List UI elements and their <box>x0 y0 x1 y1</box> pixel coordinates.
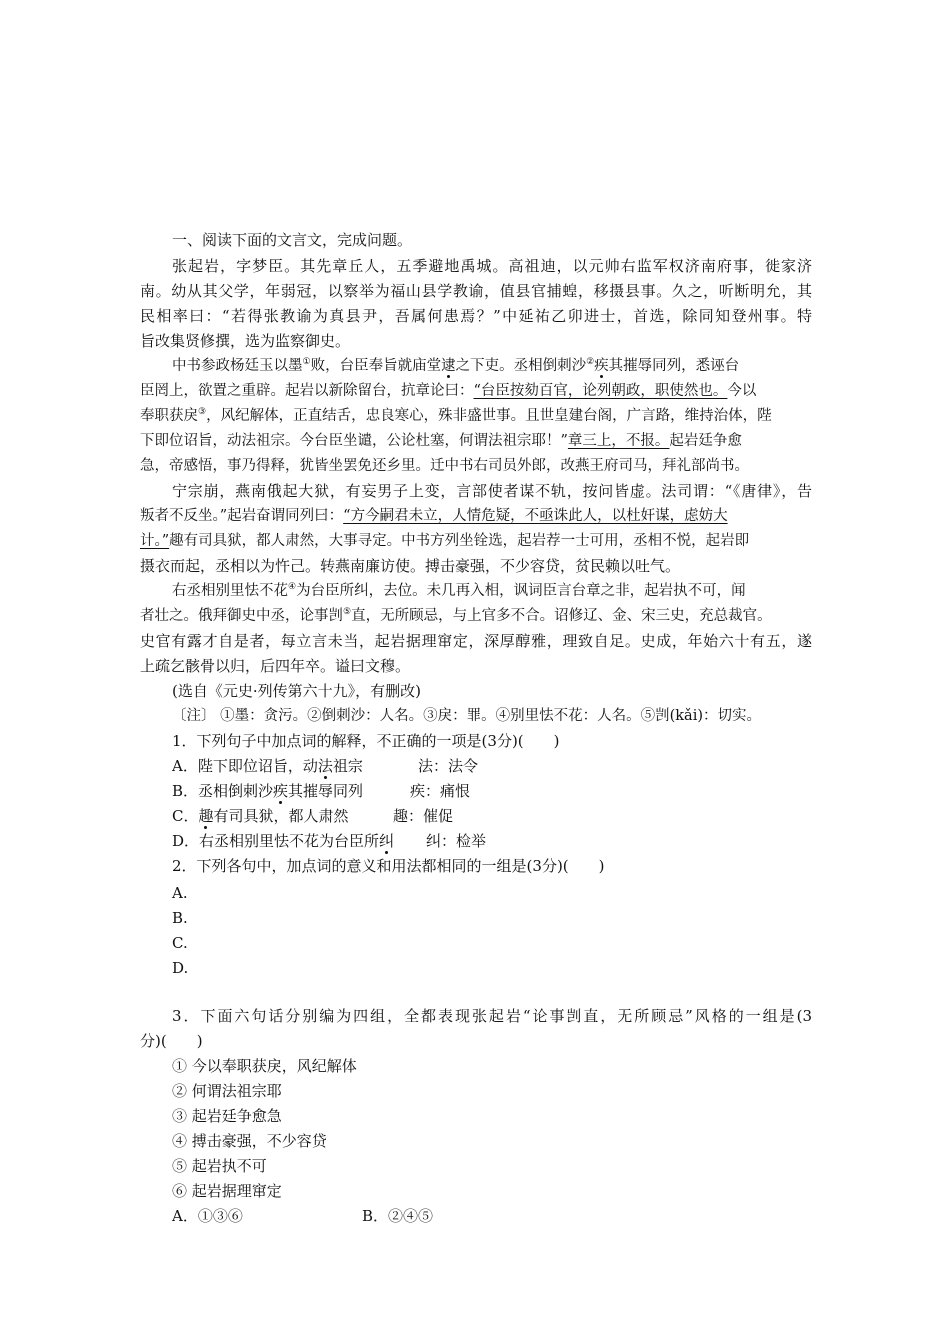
section-heading: 一、阅读下面的文言文，完成问题。 <box>172 231 413 249</box>
q2-option: D. <box>172 959 189 977</box>
q2-option: A. <box>172 884 188 902</box>
footnotes: 〔注〕 ①墨：贪污。②倒刺沙：人名。③戾：罪。④别里怯不花：人名。⑤剀(kǎi)：切实。 <box>172 708 761 724</box>
dotted-word: 纠 <box>379 832 395 850</box>
q3-option-a: A．①③⑥ <box>172 1207 243 1225</box>
q2-option: B. <box>172 909 188 927</box>
text-span: 其摧辱同列，悉诬台 <box>608 358 740 374</box>
text-span: 趣有司具狱，都人肃然，大事寻定。中书方列坐铨选，起岩荐一士可用，丞相不悦，起岩即 <box>169 533 750 549</box>
dotted-word: 趣 <box>198 807 214 825</box>
footnote-marker: ⑤ <box>343 607 352 617</box>
passage-line: 宁宗崩，燕南俄起大狱，有妄男子上变，言部使者谋不轨，按问皆虚。法司谓：“《唐律》，告 <box>172 482 812 500</box>
text-span: B．丞相倒刺沙 <box>172 782 274 800</box>
text-span: 今以 <box>727 383 757 399</box>
passage-line <box>172 580 746 602</box>
q2-option: C. <box>172 934 188 952</box>
passage-line: 南。幼从其父学，年弱冠，以察举为福山县学教谕，值县官捕蝗，移摄县事。久之，听断明允，其 <box>140 282 812 300</box>
dotted-word: 疾 <box>273 782 289 800</box>
passage-line: 急，帝感悟，事乃得释，犹皆坐罢免还乡里。迁中书右司员外郎，改燕王府司马，拜礼部尚书。 <box>140 458 749 474</box>
passage-line <box>140 605 772 627</box>
text-span: 祖宗 <box>332 757 363 775</box>
text-span: ，风纪解体，正直结舌，忠良寒心，殊非盛世事。且世皇建台阁，广言路，维持治体，陛 <box>206 408 772 424</box>
dotted-word: 法 <box>317 757 333 775</box>
q3-item: ③ 起岩廷争愈急 <box>172 1107 282 1125</box>
text-span: 直，无所顾忌，与上官多不合。诏修辽、金、宋三史，充总裁官。 <box>351 608 772 624</box>
text-span: D．右丞相别里怯不花为台臣所 <box>172 832 380 850</box>
text-span: 其摧辱同列 <box>288 782 364 800</box>
footnote-marker: ③ <box>198 407 207 417</box>
q1-gloss-a: 法：法令 <box>418 757 479 775</box>
question-2-stem: 2．下列各句中，加点词的意义和用法都相同的一组是(3分)( ) <box>172 857 605 875</box>
text-span: 右丞相别里怯不花 <box>172 583 288 599</box>
q3-item: ② 何谓法祖宗耶 <box>172 1082 282 1100</box>
underlined-sentence: “台臣按劾百官，论列朝政，职使然也。 <box>473 383 728 399</box>
text-span: 起岩廷争愈 <box>669 433 742 449</box>
footnote-marker: ① <box>302 357 311 367</box>
text-span: 叛者不反坐。”起岩奋谓同列曰： <box>140 508 344 524</box>
passage-line: 摄衣而起，丞相以为忤己。转燕南廉访使。搏击豪强，不少容贷，贫民赖以吐气。 <box>140 557 681 575</box>
q1-gloss-d: 纠：检举 <box>426 832 487 850</box>
text-span: 奉职获戾 <box>140 408 198 424</box>
footnote-marker: ④ <box>288 582 297 592</box>
q1-gloss-b: 疾：痛恨 <box>410 782 471 800</box>
passage-line: 旨改集贤修撰，选为监察御史。 <box>140 332 351 350</box>
underlined-sentence: 计。” <box>140 533 170 549</box>
text-span: C． <box>172 807 199 825</box>
passage-line: 张起岩，字梦臣。其先章丘人，五季避地禹城。高祖迪，以元帅右监军权济南府事，徙家济 <box>172 257 812 275</box>
text-span: 中书参政杨廷玉以墨 <box>172 358 303 374</box>
passage-line <box>140 430 742 452</box>
footnote-marker: ② <box>586 357 595 367</box>
q1-gloss-c: 趣：催促 <box>393 807 454 825</box>
passage-line: 史官有露才自是者，每立言未当，起岩据理窜定，深厚醇雅，理致自足。史成，年始六十有五，遂 <box>140 632 812 650</box>
q3-item: ① 今以奉职获戾，风纪解体 <box>172 1057 357 1075</box>
passage-line: 民相率曰：“若得张教谕为真县尹，吾属何患焉？”中延祐乙卯进士，首选，除同知登州事。特 <box>140 307 812 325</box>
passage-line <box>140 505 728 527</box>
q1-option-c <box>172 805 349 827</box>
text-span: 臣罔上，欲置之重辟。起岩以新除留台，抗章论曰： <box>140 383 474 399</box>
passage-line <box>140 380 756 402</box>
passage-line: 上疏乞骸骨以归，后四年卒。谥曰文穆。 <box>140 657 411 675</box>
dotted-word: 疾 <box>594 358 609 374</box>
passage-line <box>140 405 772 427</box>
text-span: 有司具狱，都人肃然 <box>213 807 349 825</box>
passage-line <box>172 355 739 377</box>
question-1-stem: 1．下列句子中加点词的解释，不正确的一项是(3分)( ) <box>172 732 560 750</box>
q1-option-b <box>172 780 363 802</box>
q3-item: ⑥ 起岩据理窜定 <box>172 1182 282 1200</box>
text-span: 为台臣所纠，去位。未几再入相，讽词臣言台章之非，起岩执不可，闻 <box>296 583 746 599</box>
text-span: 者壮之。俄拜御史中丞，论事剀 <box>140 608 343 624</box>
q3-item: ⑤ 起岩执不可 <box>172 1157 267 1175</box>
text-span: 败，台臣奉旨就庙堂 <box>310 358 442 374</box>
q3-option-b: B．②④⑤ <box>362 1207 434 1225</box>
question-3-stem-cont: 分)( ) <box>140 1032 203 1050</box>
question-3-stem: 3．下面六句话分别编为四组，全都表现张起岩“论事剀直，无所顾忌”风格的一组是(3 <box>172 1007 812 1025</box>
underlined-sentence: 章三上，不报。 <box>567 433 670 449</box>
source-citation: (选自《元史·列传第六十九》，有删改) <box>172 682 421 700</box>
underlined-sentence: “方今嗣君未立，人情危疑，不亟诛此人，以杜奸谋，虑妨大 <box>343 508 728 524</box>
text-span: 之下吏。丞相倒刺沙 <box>455 358 587 374</box>
q1-option-a <box>172 755 363 777</box>
q3-item: ④ 搏击豪强，不少容贷 <box>172 1132 327 1150</box>
text-span: 下即位诏旨，动法祖宗。今台臣坐谴，公论杜塞，何谓法祖宗耶！” <box>140 433 568 449</box>
text-span: A．陛下即位诏旨，动 <box>172 757 318 775</box>
q1-option-d <box>172 830 394 852</box>
dotted-word: 逮 <box>441 358 456 374</box>
passage-line <box>140 530 749 552</box>
